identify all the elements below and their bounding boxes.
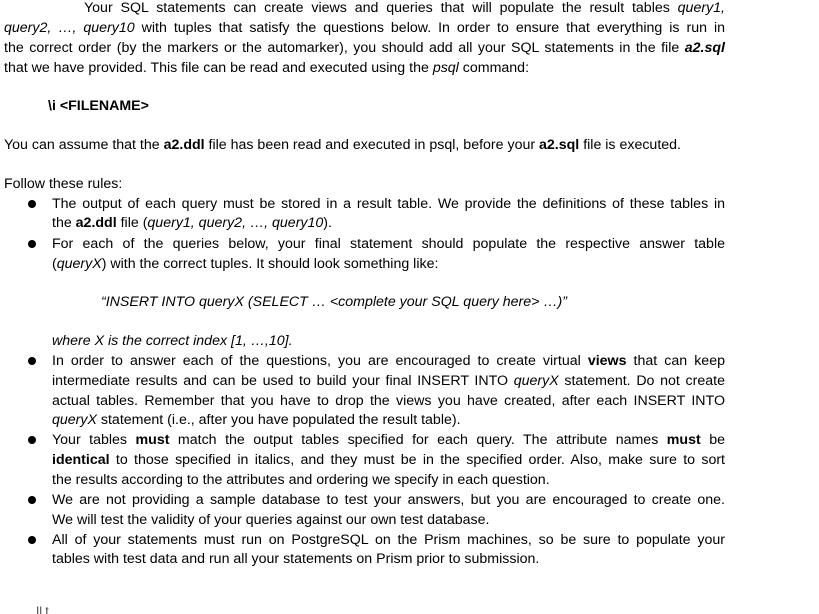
rule5-line-2: We will test the validity of your queries against our own test database. <box>52 512 490 528</box>
rule4-line-3: the results according to the attributes and ordering we specify in each question. <box>52 472 550 488</box>
rule4-line-2: identical to those specified in italics, and they must be in the specified order. Also, make sure to sort <box>52 452 725 468</box>
rules-heading: Follow these rules: <box>4 176 123 192</box>
rule3-line-1: In order to answer each of the questions, you are encouraged to create virtual views that can keep <box>52 353 725 369</box>
bullet-icon <box>28 536 36 544</box>
insert-example-code: “INSERT INTO queryX (SELECT … <complete your SQL query here> …)” <box>101 294 567 310</box>
intro-line-3: the correct order (by the markers or the automarker), you should add all your SQL statements in the file a2.sql <box>4 40 725 56</box>
rule3-line-3: actual tables. Remember that you have to drop the views you have created, after each INSERT INTO <box>52 393 725 409</box>
next-line-cutoff: Il t <box>36 604 49 614</box>
rule3-line-4: queryX statement (i.e., after you have populated the result table). <box>52 412 461 428</box>
rule2-line-2: (queryX) with the correct tuples. It should look something like: <box>52 256 439 272</box>
rule2-line-1: For each of the queries below, your final statement should populate the respective answer table <box>52 236 725 252</box>
bullet-icon <box>28 240 36 248</box>
bullet-icon <box>28 357 36 365</box>
rule1-line-1: The output of each query must be stored in a result table. We provide the definitions of these tables in <box>52 196 725 212</box>
intro-line-2: query2, …, query10 with tuples that satisfy the questions below. In order to ensure that everything is run in <box>4 20 725 36</box>
assume-paragraph: You can assume that the a2.ddl file has been read and executed in psql, before your a2.sql file is executed. <box>4 137 681 153</box>
bullet-icon <box>28 496 36 504</box>
rule6-line-2: tables with test data and run all your statements on Prism prior to submission. <box>52 551 540 567</box>
rule3-line-2: intermediate results and can be used to build your final INSERT INTO queryX statement. Do not create <box>52 373 725 389</box>
intro-line-4: that we have provided. This file can be read and executed using the psql command: <box>4 60 530 76</box>
rule1-line-2: the a2.ddl file (query1, query2, …, query10). <box>52 215 332 231</box>
rule2-line-3: where X is the correct index [1, …,10]. <box>52 333 293 349</box>
bullet-icon <box>28 200 36 208</box>
intro-line-1: Your SQL statements can create views and queries that will populate the result tables query1, <box>84 0 725 16</box>
rule4-line-1: Your tables must match the output tables specified for each query. The attribute names must be <box>52 432 725 448</box>
rule6-line-1: All of your statements must run on PostgreSQL on the Prism machines, so be sure to populate your <box>52 532 725 548</box>
psql-command: \i <FILENAME> <box>48 98 149 114</box>
bullet-icon <box>28 436 36 444</box>
rule5-line-1: We are not providing a sample database to test your answers, but you are encouraged to create one. <box>52 492 725 508</box>
